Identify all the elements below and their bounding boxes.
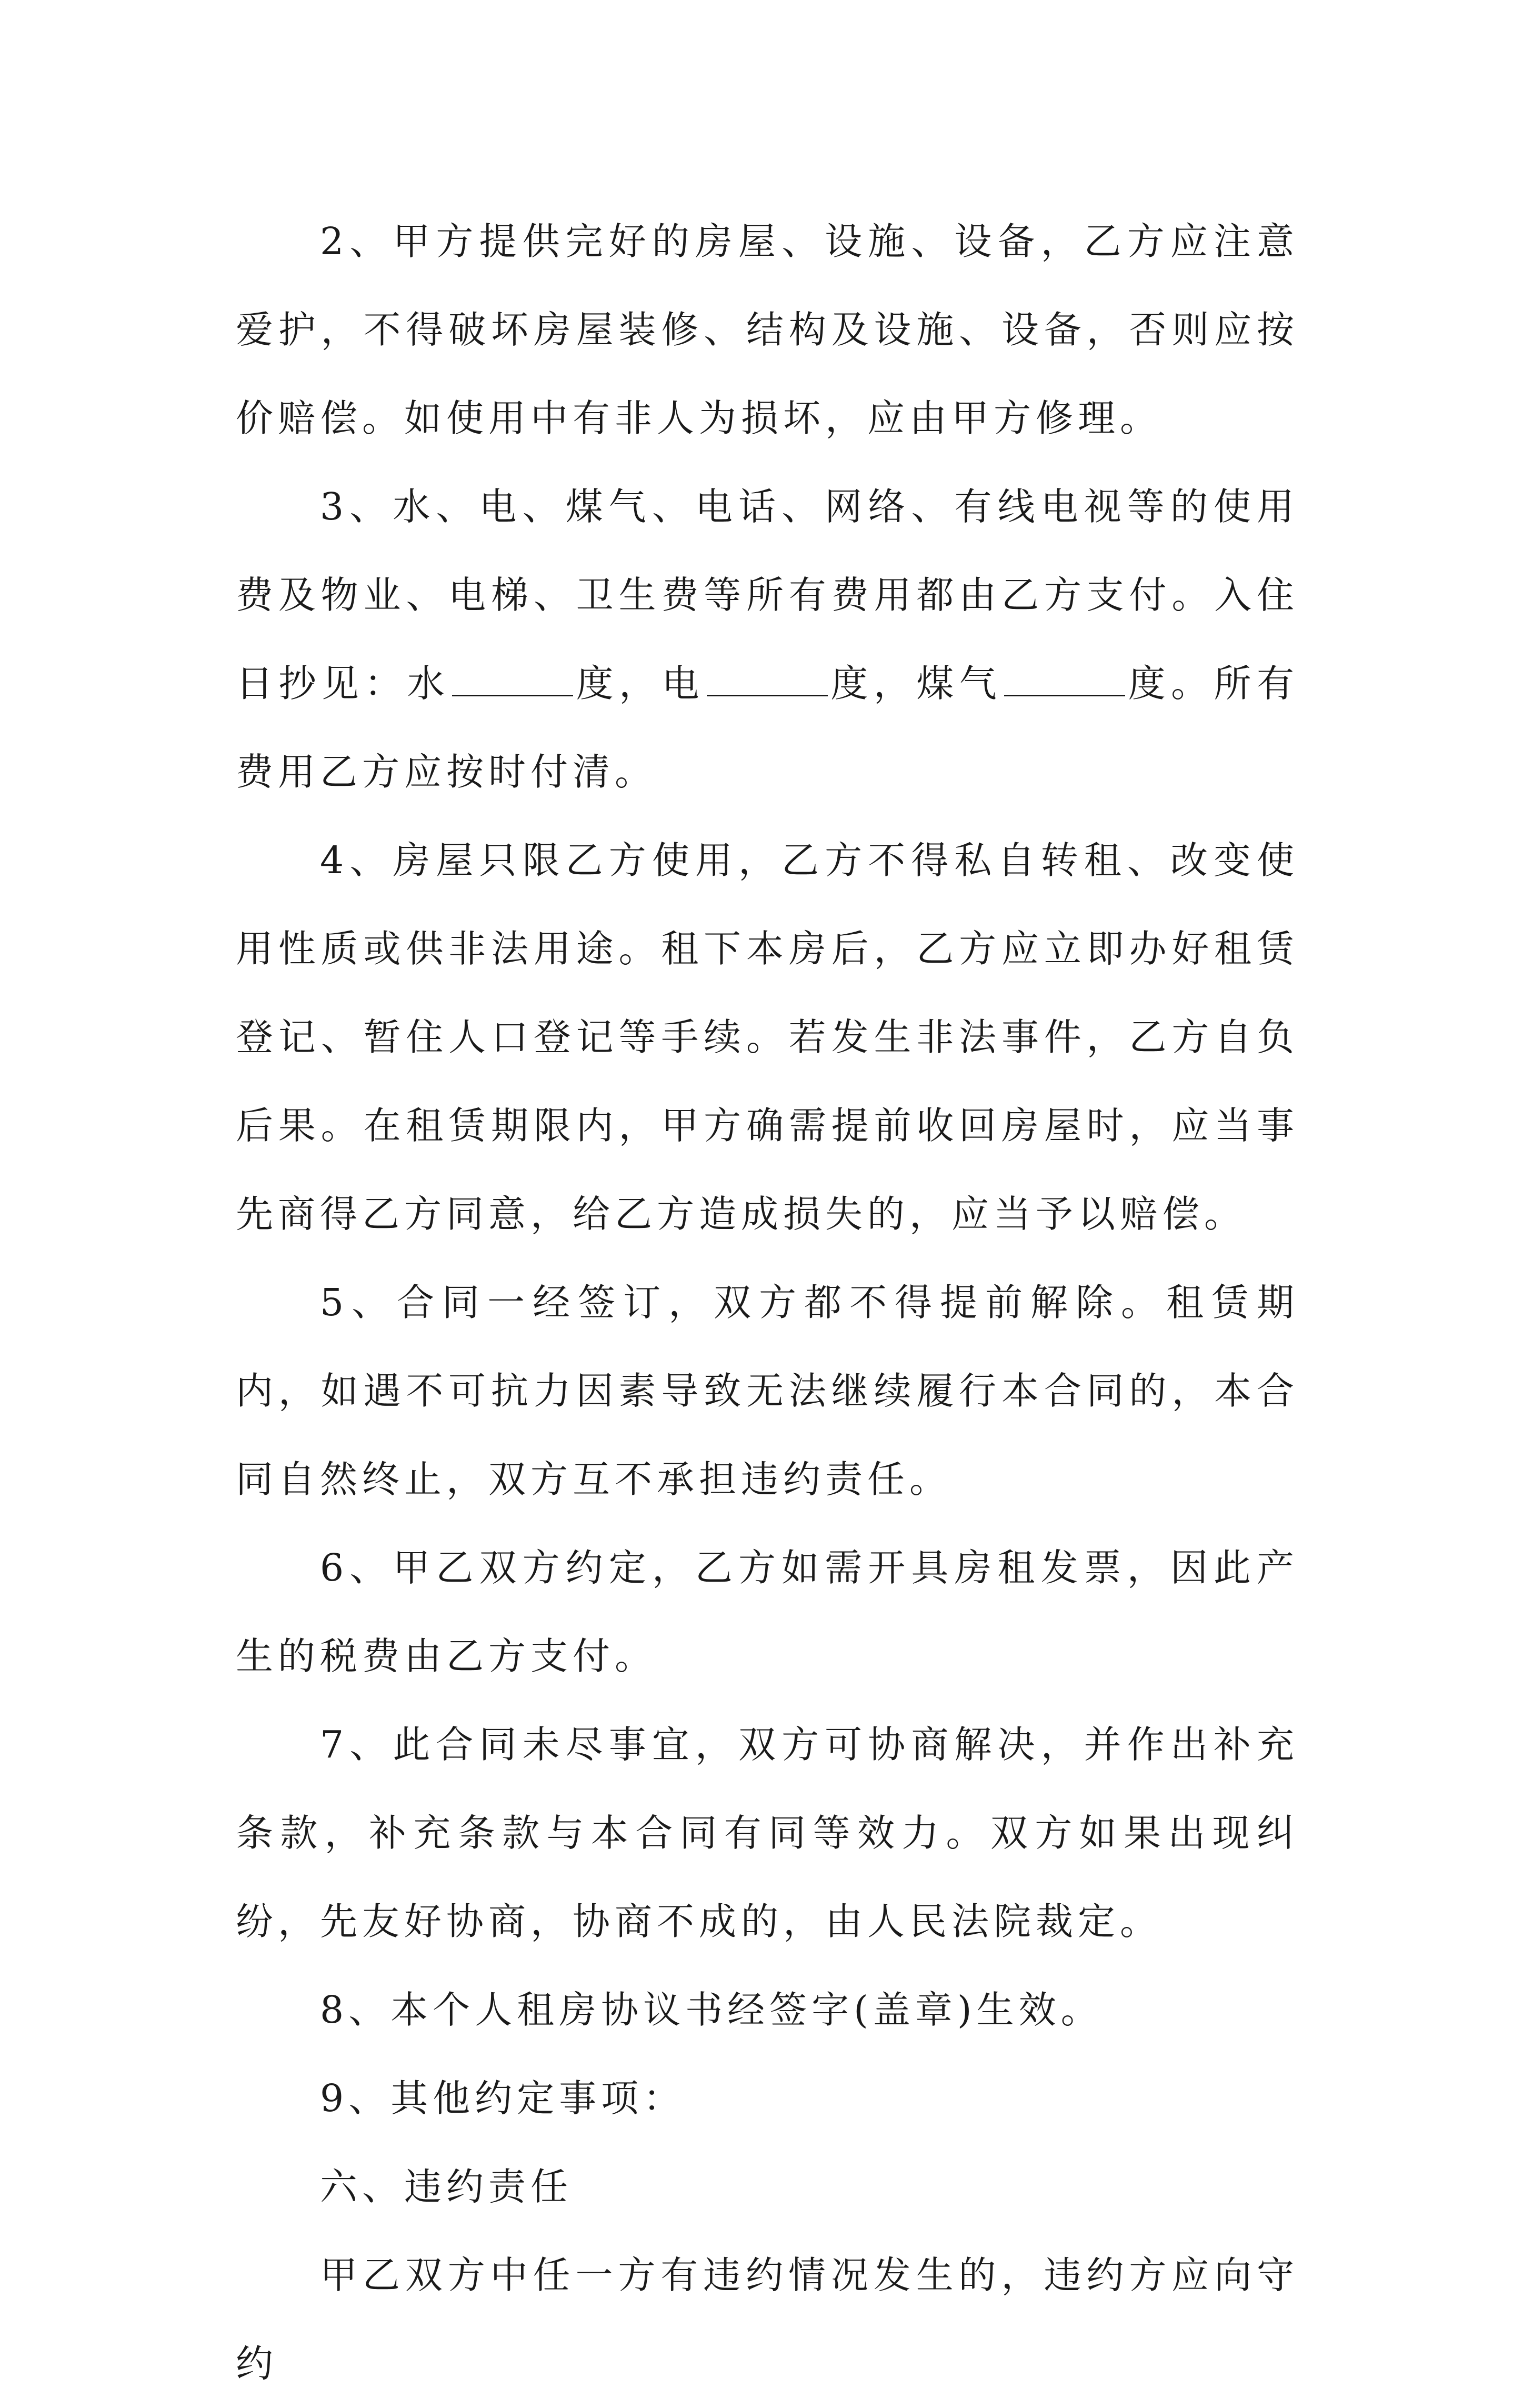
water-reading-blank [452, 663, 573, 696]
gas-reading-blank [1004, 663, 1125, 696]
clause-2: 2、甲方提供完好的房屋、设施、设备，乙方应注意爱护，不得破坏房屋装修、结构及设施、设备，否则应按价赔偿。如使用中有非人为损坏，应由甲方修理。 [236, 219, 1299, 440]
clause-8: 8、本个人租房协议书经签字(盖章)生效。 [320, 1988, 1103, 2032]
clause-3-text-electric: 度，电 [575, 662, 705, 705]
clause-6: 6、甲乙双方约定，乙方如需开具房租发票，因此产生的税费由乙方支付。 [236, 1546, 1299, 1678]
clause-4: 4、房屋只限乙方使用，乙方不得私自转租、改变使用性质或供非法用途。租下本房后，乙方应立即办好租赁登记、暂住人口登记等手续。若发生非法事件，乙方自负后果。在租赁期限内，甲方确需提前收回房屋时，应当事先商得乙方同意，给乙方造成损失的，应当予以赔偿。 [236, 838, 1299, 1236]
liability-paragraph: 甲乙双方中任一方有违约情况发生的，违约方应向守约 [236, 2253, 1299, 2385]
clause-5: 5、合同一经签订，双方都不得提前解除。租赁期内，如遇不可抗力因素导致无法继续履行本合同的，本合同自然终止，双方互不承担违约责任。 [236, 1281, 1299, 1501]
clause-9: 9、其他约定事项： [320, 2076, 686, 2120]
clause-3-text-gas: 度，煤气 [829, 662, 1003, 705]
electric-reading-blank [707, 663, 828, 696]
clause-7: 7、此合同未尽事宜，双方可协商解决，并作出补充条款，补充条款与本合同有同等效力。双方如果出现纠纷，先友好协商，协商不成的，由人民法院裁定。 [236, 1723, 1299, 1943]
clause-3 [236, 463, 1299, 816]
section-heading-liability: 六、违约责任 [320, 2165, 573, 2209]
clause-3-text-end: 度。所有费用乙方应按时付清。 [236, 662, 1299, 794]
document-body [236, 197, 1299, 2408]
clause-3-text: 3、水、电、煤气、电话、网络、有线电视等的使用费及物业、电梯、卫生费等所有费用都由乙方支付。入住日抄见：水 [236, 485, 1299, 705]
